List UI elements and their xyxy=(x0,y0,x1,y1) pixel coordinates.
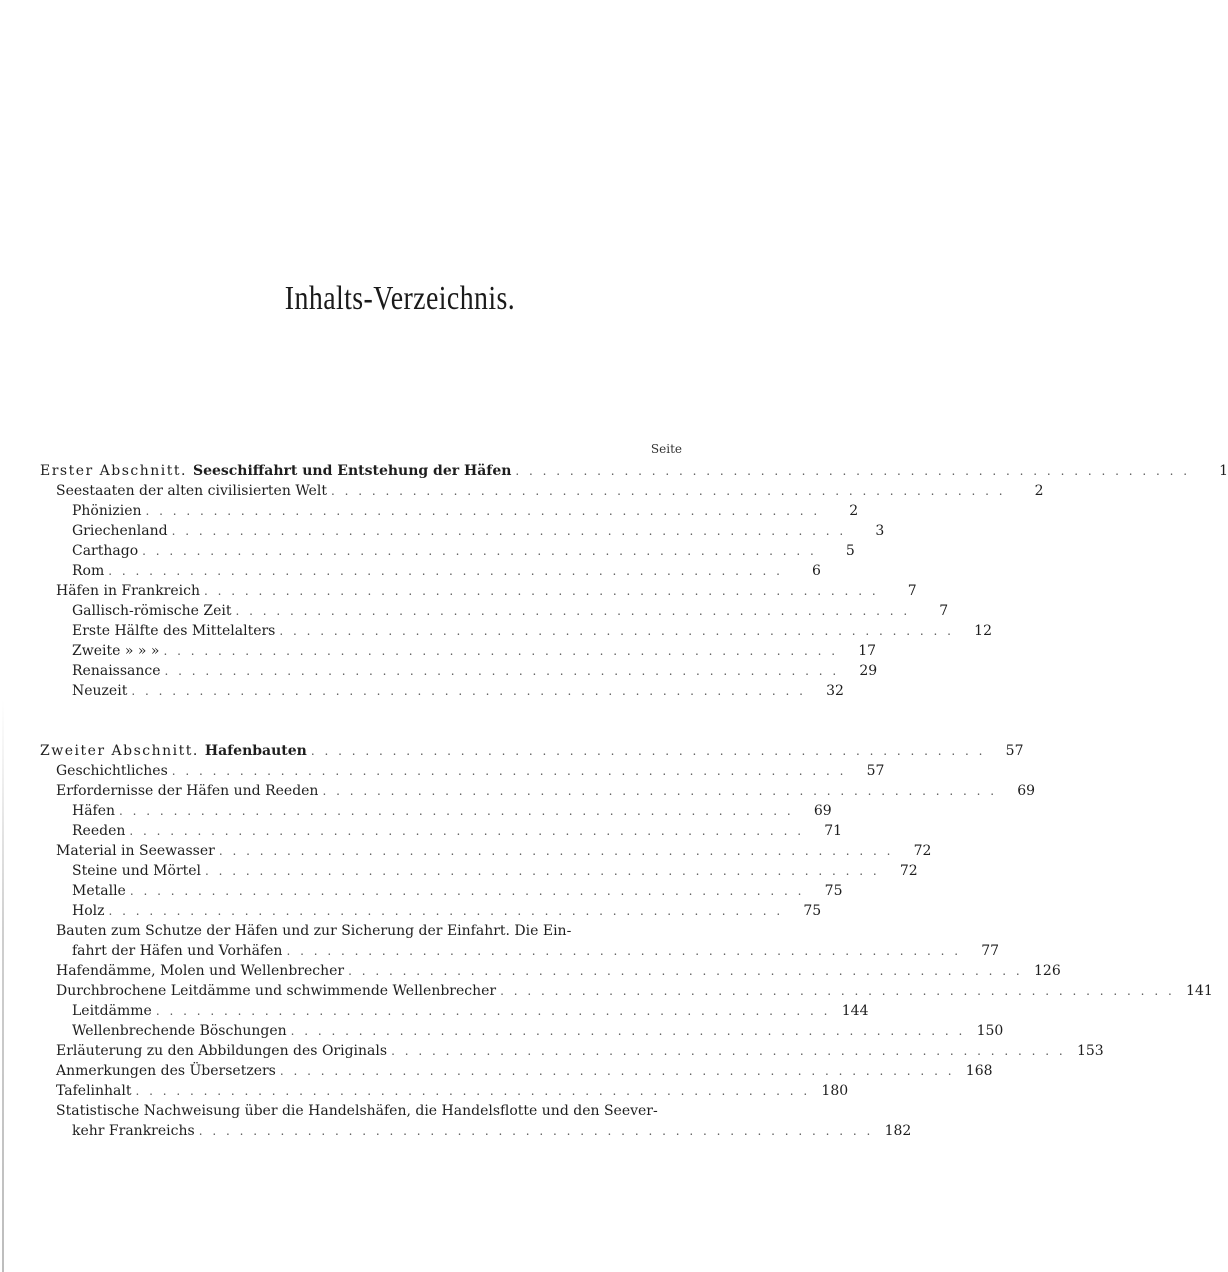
page-number: 153 xyxy=(1076,1043,1104,1059)
page-number: 2 xyxy=(849,503,859,519)
page-number: 71 xyxy=(824,823,843,839)
page-number: 29 xyxy=(859,663,878,679)
toc-entry xyxy=(40,481,1044,501)
toc-entry-label: Durchbrochene Leitdämme und schwimmende Wellenbrecher xyxy=(56,983,497,999)
page-number: 7 xyxy=(907,583,917,599)
toc-entry-label: Häfen xyxy=(72,803,116,819)
section-prefix: Erster Abschnitt. xyxy=(40,463,187,479)
page-number: 7 xyxy=(939,603,949,619)
toc-entry xyxy=(40,621,992,641)
leader-dots: . . . . . . . . . . . . . . . . . . . . . . . . . . . . . . . . . . . . . . . . . . . . . . . . . . xyxy=(129,824,805,838)
section-heading-2 xyxy=(40,741,1024,761)
page-number: 3 xyxy=(875,523,885,539)
leader-dots: . . . . . . . . . . . . . . . . . . . . . . . . . . . . . . . . . . . . . . . . . . . . . . . . . . xyxy=(322,784,998,798)
toc-entry xyxy=(40,681,844,701)
page-number: 182 xyxy=(884,1123,912,1139)
toc-entry xyxy=(40,501,859,521)
page-number: 126 xyxy=(1034,963,1061,979)
leader-dots: . . . . . . . . . . . . . . . . . . . . . . . . . . . . . . . . . . . . . . . . . . . . . . . . . . xyxy=(171,524,847,538)
toc-entry xyxy=(40,541,855,561)
leader-dots: . . . . . . . . . . . . . . . . . . . . . . . . . . . . . . . . . . . . . . . . . . . . . . . . . . xyxy=(198,1124,874,1138)
page-column-header: Seite xyxy=(650,442,682,456)
toc-entry-label: Steine und Mörtel xyxy=(72,863,202,879)
toc-entry-label: Wellenbrechende Böschungen xyxy=(72,1023,287,1039)
toc-entry-label: Material in Seewasser xyxy=(56,843,215,859)
toc-entry-label: Holz xyxy=(72,903,105,919)
page-number: 5 xyxy=(845,543,855,559)
page-number: 77 xyxy=(981,943,1000,959)
toc-entry xyxy=(40,641,877,661)
leader-dots: . . . . . . . . . . . . . . . . . . . . . . . . . . . . . . . . . . . . . . . . . . . . . . . . . . xyxy=(279,624,954,638)
toc-entry xyxy=(40,1001,869,1021)
toc-entry xyxy=(40,1081,849,1101)
leader-dots: . . . . . . . . . . . . . . . . . . . . . . . . . . . . . . . . . . . . . . . . . . . . . . . . . . xyxy=(500,984,1175,998)
page-number: 57 xyxy=(1005,743,1024,759)
page-number: 32 xyxy=(826,683,844,699)
toc-entry-label: kehr Frankreichs xyxy=(72,1123,195,1139)
toc-entry-label: Neuzeit xyxy=(72,683,128,699)
page-number: 17 xyxy=(858,643,877,659)
toc-entry-label: Geschichtliches xyxy=(56,763,168,779)
section-title: Seeschiffahrt und Entstehung der Häfen xyxy=(192,463,512,479)
page-number: 168 xyxy=(965,1063,993,1079)
toc-entry-label: Leitdämme xyxy=(72,1003,152,1019)
leader-dots: . . . . . . . . . . . . . . . . . . . . . . . . . . . . . . . . . . . . . . . . . . . . . . . . . . xyxy=(279,1064,955,1078)
table-of-contents xyxy=(40,461,1228,1141)
leader-dots: . . . . . . . . . . . . . . . . . . . . . . . . . . . . . . . . . . . . . . . . . . . . . . . . . . xyxy=(310,744,986,758)
page-number: 180 xyxy=(821,1083,849,1099)
page-title: Inhalts-Verzeichnis. xyxy=(284,280,516,317)
toc-entry xyxy=(40,561,821,581)
toc-entry xyxy=(40,801,832,821)
toc-entry xyxy=(40,941,1000,961)
toc-entry-label: Zweite » » » xyxy=(72,643,160,659)
toc-entry-label: Gallisch-römische Zeit xyxy=(72,603,232,619)
toc-entry-label: Phönizien xyxy=(72,503,142,519)
leader-dots: . . . . . . . . . . . . . . . . . . . . . . . . . . . . . . . . . . . . . . . . . . . . . . . . . . xyxy=(330,484,1006,498)
toc-entry xyxy=(40,521,885,541)
toc-entry xyxy=(40,581,917,601)
page-number: 1 xyxy=(1219,463,1228,479)
leader-dots: . . . . . . . . . . . . . . . . . . . . . . . . . . . . . . . . . . . . . . . . . . . . . . . . . . xyxy=(129,884,805,898)
toc-entry xyxy=(40,1061,993,1081)
page-number: 72 xyxy=(899,863,918,879)
leader-dots: . . . . . . . . . . . . . . . . . . . . . . . . . . . . . . . . . . . . . . . . . . . . . . . . . . xyxy=(286,944,962,958)
toc-entry xyxy=(40,1041,1104,1061)
leader-dots: . . . . . . . . . . . . . . . . . . . . . . . . . . . . . . . . . . . . . . . . . . . . . . . . . . xyxy=(163,644,839,658)
leader-dots: . . . . . . . . . . . . . . . . . . . . . . . . . . . . . . . . . . . . . . . . . . . . . . . . . . xyxy=(171,764,847,778)
leader-dots: . . . . . . . . . . . . . . . . . . . . . . . . . . . . . . . . . . . . . . . . . . . . . . . . . . xyxy=(204,584,879,598)
toc-entry xyxy=(40,661,878,681)
toc-entry-wrapped-line: Bauten zum Schutze der Häfen und zur Sicherung der Einfahrt. Die Ein- xyxy=(56,923,572,939)
toc-entry-label: Carthago xyxy=(72,543,139,559)
toc-entry xyxy=(40,1021,1004,1041)
toc-entry xyxy=(40,1121,912,1141)
toc-entry-label: Rom xyxy=(72,563,105,579)
page-number: 150 xyxy=(976,1023,1004,1039)
page-number: 69 xyxy=(813,803,832,819)
page-number: 75 xyxy=(824,883,843,899)
page-number: 75 xyxy=(803,903,822,919)
toc-entry-label: Metalle xyxy=(72,883,126,899)
toc-entry xyxy=(40,821,843,841)
leader-dots: . . . . . . . . . . . . . . . . . . . . . . . . . . . . . . . . . . . . . . . . . . . . . . . . . . xyxy=(391,1044,1066,1058)
page-number: 144 xyxy=(841,1003,869,1019)
leader-dots: . . . . . . . . . . . . . . . . . . . . . . . . . . . . . . . . . . . . . . . . . . . . . . . . . . xyxy=(235,604,911,618)
toc-entry xyxy=(40,901,822,921)
toc-entry-label: Hafendämme, Molen und Wellenbrecher xyxy=(56,963,345,979)
toc-entry-wrapped-line: Statistische Nachweisung über die Handelshäfen, die Handelsflotte und den Seever- xyxy=(56,1103,658,1119)
toc-entry-label: Seestaaten der alten civilisierten Welt xyxy=(56,483,327,499)
toc-entry-label: Reeden xyxy=(72,823,126,839)
leader-dots: . . . . . . . . . . . . . . . . . . . . . . . . . . . . . . . . . . . . . . . . . . . . . . . . . . xyxy=(164,664,840,678)
leader-dots: . . . . . . . . . . . . . . . . . . . . . . . . . . . . . . . . . . . . . . . . . . . . . . . . . . xyxy=(290,1024,966,1038)
toc-entry xyxy=(40,841,932,861)
leader-dots: . . . . . . . . . . . . . . . . . . . . . . . . . . . . . . . . . . . . . . . . . . . . . . . . . . xyxy=(131,684,806,698)
leader-dots: . . . . . . . . . . . . . . . . . . . . . . . . . . . . . . . . . . . . . . . . . . . . . . . . . . xyxy=(119,804,794,818)
toc-entry-label: Erste Hälfte des Mittelalters xyxy=(72,623,276,639)
toc-entry xyxy=(40,981,1213,1001)
leader-dots: . . . . . . . . . . . . . . . . . . . . . . . . . . . . . . . . . . . . . . . . . . . . . . . . . . xyxy=(348,964,1023,978)
toc-entry xyxy=(40,601,949,621)
leader-dots: . . . . . . . . . . . . . . . . . . . . . . . . . . . . . . . . . . . . . . . . . . . . . . . . . . xyxy=(142,544,817,558)
page-number: 2 xyxy=(1034,483,1044,499)
toc-entry-label: Griechenland xyxy=(72,523,168,539)
page-number: 69 xyxy=(1017,783,1036,799)
page-number: 57 xyxy=(866,763,885,779)
leader-dots: . . . . . . . . . . . . . . . . . . . . . . . . . . . . . . . . . . . . . . . . . . . . . . . . . . xyxy=(145,504,821,518)
toc-entry xyxy=(40,961,1061,981)
leader-dots: . . . . . . . . . . . . . . . . . . . . . . . . . . . . . . . . . . . . . . . . . . . . . . . . . . xyxy=(205,864,880,878)
toc-entry-label: Erfordernisse der Häfen und Reeden xyxy=(56,783,319,799)
toc-entry xyxy=(40,781,1036,801)
leader-dots: . . . . . . . . . . . . . . . . . . . . . . . . . . . . . . . . . . . . . . . . . . . . . . . . . . xyxy=(135,1084,811,1098)
section-prefix: Zweiter Abschnitt. xyxy=(40,743,199,759)
toc-entry xyxy=(40,881,843,901)
page-number: 12 xyxy=(974,623,992,639)
toc-entry-label: fahrt der Häfen und Vorhäfen xyxy=(72,943,283,959)
leader-dots: . . . . . . . . . . . . . . . . . . . . . . . . . . . . . . . . . . . . . . . . . . . . . . . . . . xyxy=(515,464,1191,478)
toc-entry-label: Häfen in Frankreich xyxy=(56,583,200,599)
page-edge-shadow xyxy=(2,700,4,1272)
toc-entry xyxy=(40,761,885,781)
page-number: 72 xyxy=(913,843,932,859)
toc-entry-label: Erläuterung zu den Abbildungen des Originals xyxy=(56,1043,388,1059)
toc-entry xyxy=(40,861,918,881)
page-number: 141 xyxy=(1186,983,1213,999)
leader-dots: . . . . . . . . . . . . . . . . . . . . . . . . . . . . . . . . . . . . . . . . . . . . . . . . . . xyxy=(108,904,784,918)
toc-entry-label: Tafelinhalt xyxy=(56,1083,132,1099)
leader-dots: . . . . . . . . . . . . . . . . . . . . . . . . . . . . . . . . . . . . . . . . . . . . . . . . . . xyxy=(218,844,894,858)
toc-entry-label: Anmerkungen des Übersetzers xyxy=(56,1063,276,1079)
section-heading-1 xyxy=(40,461,1228,481)
leader-dots: . . . . . . . . . . . . . . . . . . . . . . . . . . . . . . . . . . . . . . . . . . . . . . . . . . xyxy=(108,564,783,578)
toc-entry-label: Renaissance xyxy=(72,663,161,679)
page-number: 6 xyxy=(811,563,821,579)
section-title: Hafenbauten xyxy=(204,743,307,759)
leader-dots: . . . . . . . . . . . . . . . . . . . . . . . . . . . . . . . . . . . . . . . . . . . . . . . . . . xyxy=(155,1004,831,1018)
